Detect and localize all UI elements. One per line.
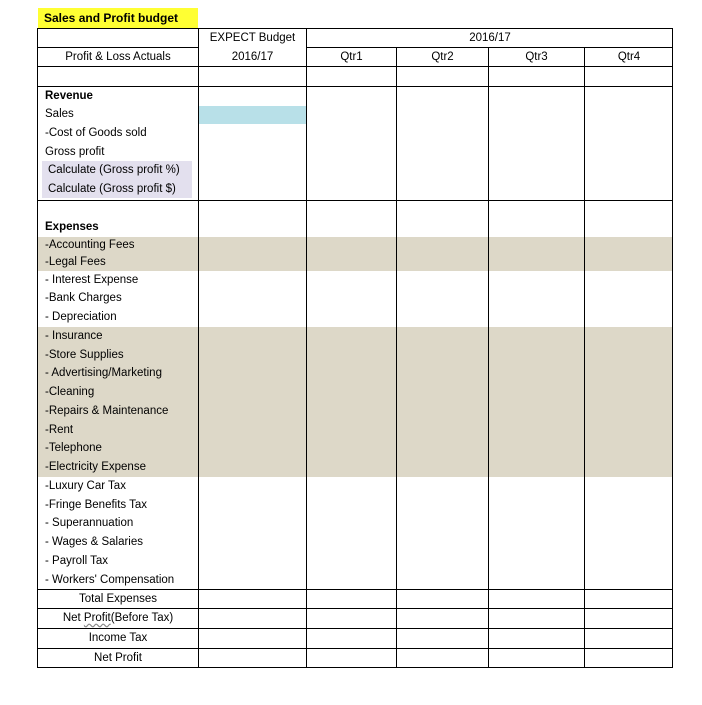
income-tax-label: Income Tax: [88, 632, 148, 644]
expense-item: - Interest Expense: [45, 274, 139, 286]
revenue-heading: Revenue: [45, 90, 93, 102]
header-qtr2: Qtr2: [431, 51, 454, 63]
expense-item: - Superannuation: [45, 517, 134, 529]
expense-item: - Insurance: [45, 330, 103, 342]
header-year: 2016/17: [469, 32, 511, 44]
revenue-item: Sales: [45, 108, 74, 120]
header-qtr1: Qtr1: [340, 51, 363, 63]
expense-item: - Payroll Tax: [45, 555, 109, 567]
expense-item: -Electricity Expense: [45, 461, 146, 473]
expense-item: - Wages & Salaries: [45, 536, 143, 548]
header-expect-year: 2016/17: [231, 51, 274, 63]
expenses-block: [37, 200, 673, 590]
header-row-label: Profit & Loss Actuals: [65, 51, 171, 63]
revenue-item: Calculate (Gross profit %): [48, 164, 180, 176]
revenue-item: Gross profit: [45, 146, 105, 158]
sheet-title: Sales and Profit budget: [38, 8, 198, 28]
net-profit-before-tax-label: Net Profit(Before Tax): [62, 612, 174, 624]
revenue-item: -Cost of Goods sold: [45, 127, 147, 139]
expense-item: -Telephone: [45, 442, 102, 454]
expense-item: -Store Supplies: [45, 349, 124, 361]
expense-item: -Cleaning: [45, 386, 95, 398]
total-expenses-label: Total Expenses: [79, 593, 157, 605]
expense-item: - Workers' Compensation: [45, 574, 175, 586]
header-expect-budget: EXPECT Budget: [209, 32, 296, 44]
expense-item: -Accounting Fees: [45, 239, 135, 251]
expense-item: -Fringe Benefits Tax: [45, 499, 148, 511]
net-profit-label: Net Profit: [94, 652, 142, 664]
header-qtr3: Qtr3: [525, 51, 548, 63]
expenses-heading: Expenses: [45, 221, 99, 233]
expense-item: -Repairs & Maintenance: [45, 405, 169, 417]
expense-item: -Rent: [45, 424, 74, 436]
revenue-item: Calculate (Gross profit $): [48, 183, 176, 195]
expense-item: -Bank Charges: [45, 292, 122, 304]
expense-item: -Legal Fees: [45, 256, 106, 268]
expense-item: -Luxury Car Tax: [45, 480, 126, 492]
expense-item: - Advertising/Marketing: [45, 367, 162, 379]
expense-item: - Depreciation: [45, 311, 117, 323]
header-qtr4: Qtr4: [617, 51, 641, 63]
